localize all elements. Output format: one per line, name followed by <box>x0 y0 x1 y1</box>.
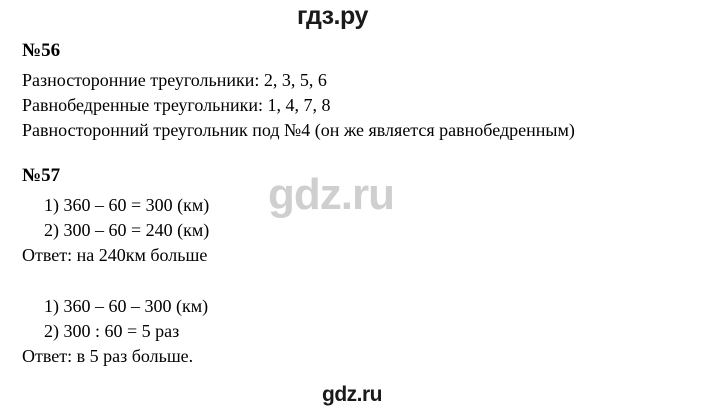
task-57-number: №57 <box>22 165 61 186</box>
paragraph-spacer <box>22 268 702 294</box>
task-57-step-1a: 1) 360 – 60 = 300 (км) <box>44 195 210 215</box>
task-56-line-3: Равносторонний треугольник под №4 (он же является равнобедренным) <box>22 120 575 140</box>
task-56-line-1: Разносторонние треугольники: 2, 3, 5, 6 <box>22 70 327 90</box>
task-57-answer-2: Ответ: в 5 раз больше. <box>22 346 194 366</box>
task-57-answer-1: Ответ: на 240км больше <box>22 245 208 265</box>
solutions-content <box>22 40 702 369</box>
task-57-step-1b: 1) 360 – 60 – 300 (км) <box>44 296 209 316</box>
site-logo-top: гдз.ру <box>297 2 368 30</box>
task-56-number: №56 <box>22 40 61 61</box>
site-logo-bottom: gdz.ru <box>322 383 382 406</box>
task-56 <box>22 40 702 143</box>
task-57 <box>22 165 702 369</box>
watermark: gdz.ru <box>268 170 394 219</box>
task-57-step-2b: 2) 300 : 60 = 5 раз <box>44 321 180 341</box>
task-56-line-2: Равнобедренные треугольники: 1, 4, 7, 8 <box>22 95 331 115</box>
task-57-step-2a: 2) 300 – 60 = 240 (км) <box>44 220 210 240</box>
